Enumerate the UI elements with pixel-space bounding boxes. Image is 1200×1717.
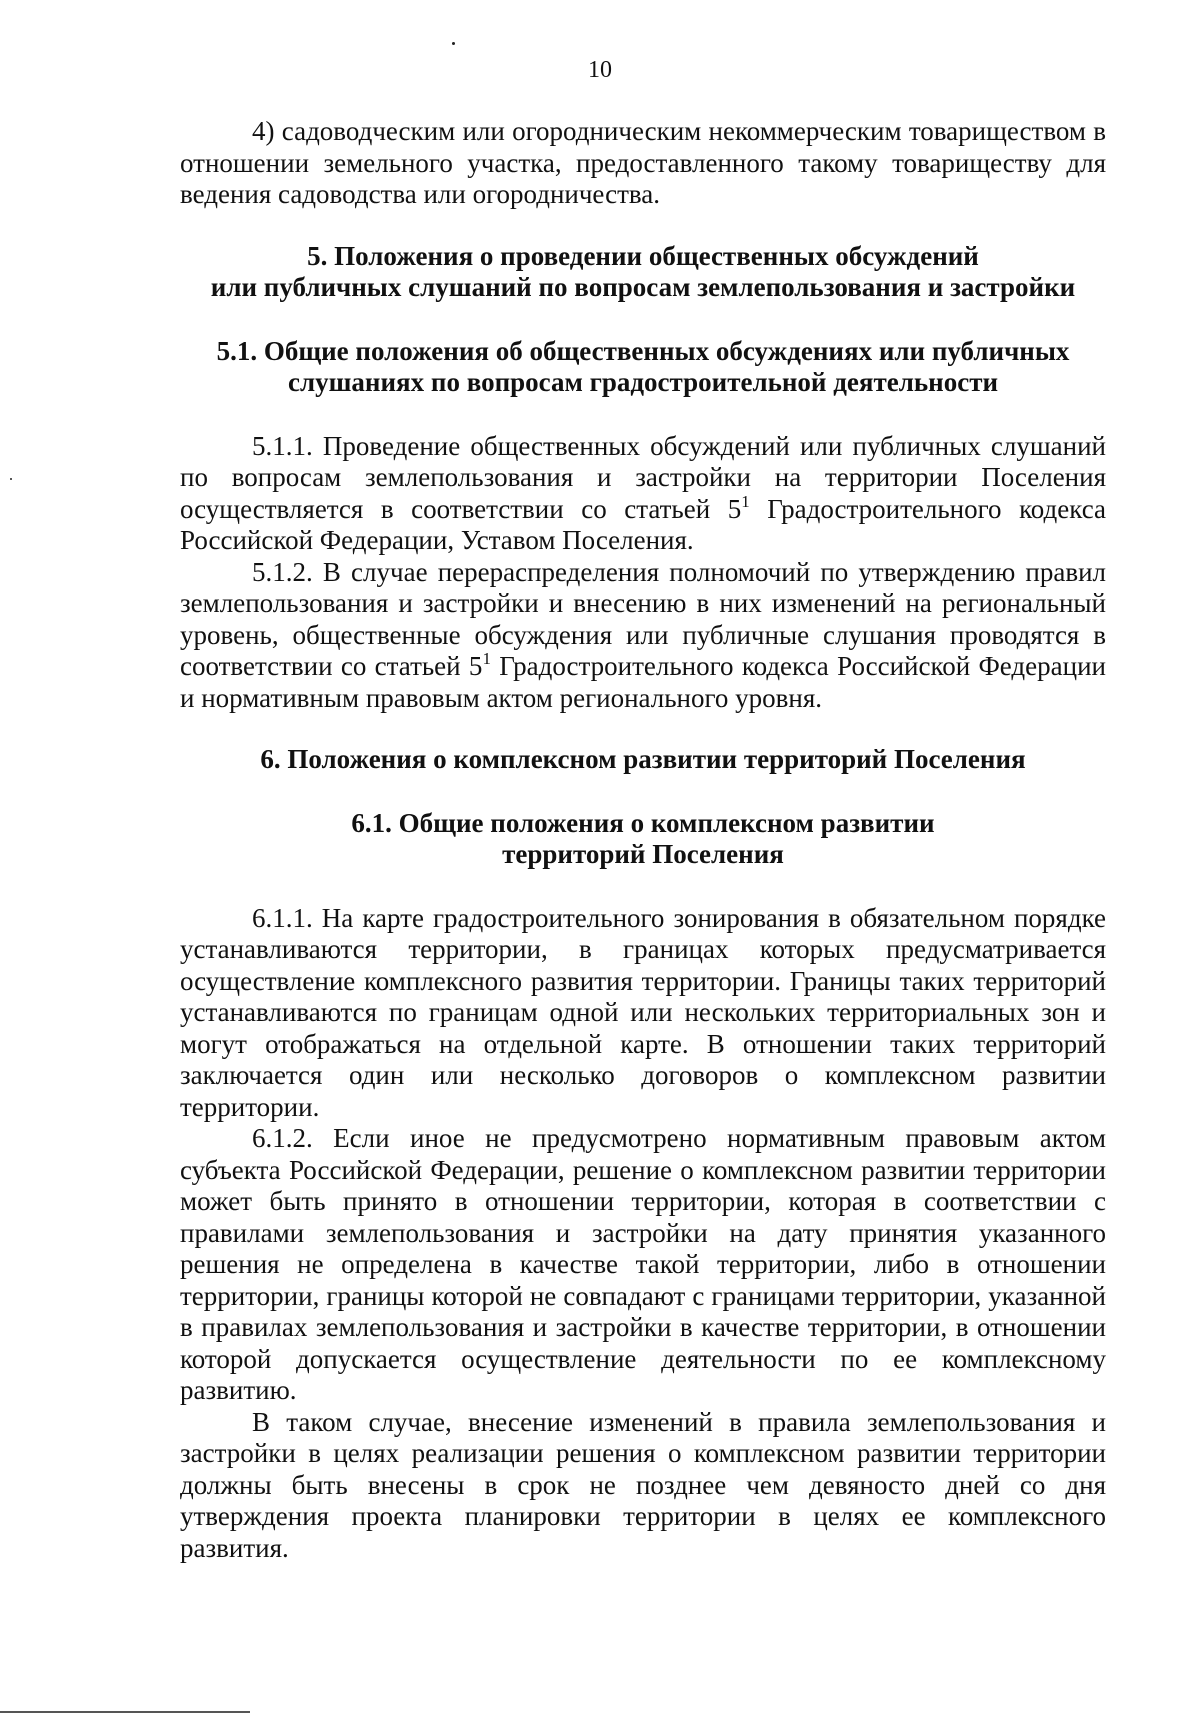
- list-item-4: 4) садоводческим или огородническим некоммерческим товариществом в отношении земельного участка, предоставленного такому товариществу для ведения садоводства или огородничества.: [180, 116, 1106, 209]
- section-5-heading: [180, 241, 1106, 304]
- paragraph-5-1-2-text: 5.1.2. В случае перераспределения полномочий по утверждению правил землепользования и застройки и внесению в них изменений на региональный уровень, общественные обсуждения или публичные слушания проводятся в соответствии со статьей 5: [180, 556, 1106, 681]
- paragraph-6-1-1: 6.1.1. На карте градостроительного зонирования в обязательном порядке устанавливаются территории, в границах которых предусматривается осуществление комплексного развития территории. Границы таких территорий устанавливаются по границам одной или нескольких территориальных зон и могут отображаться на отдельной карте. В отношении таких территорий заключается один или несколько договоров о комплексном развитии территории.: [180, 902, 1106, 1122]
- subsection-5-1-heading: [180, 336, 1106, 399]
- scan-speck: [452, 42, 455, 45]
- subsection-6-1-heading-line2: территорий Поселения: [502, 839, 784, 869]
- subsection-5-1-heading-line2: слушаниях по вопросам градостроительной деятельности: [287, 367, 999, 397]
- paragraph-5-1-1-text-end: Градостроительного кодекса Российской Федерации, Уставом Поселения.: [180, 493, 1106, 555]
- subsection-5-1-heading-line1: 5.1. Общие положения об общественных обсуждениях или публичных: [216, 335, 1070, 366]
- scan-bottom-edge: [0, 1711, 250, 1713]
- paragraph-6-1-2: 6.1.2. Если иное не предусмотрено нормативным правовым актом субъекта Российской Федерации, решение о комплексном развитии территории может быть принято в отношении территории, которая в соответствии с правилами землепользования и застройки на дату принятия указанного решения не определена в качестве такой территории, либо в отношении территории, границы которой не совпадают с границами территории, указанной в правилах землепользования и застройки в качестве территории, в отношении которой допускается осуществление деятельности по ее комплексному развитию.: [180, 1123, 1106, 1405]
- paragraph-5-1-1: [180, 431, 1106, 557]
- paragraph-5-1-2: [180, 557, 1106, 715]
- paragraph-5-1-1-text: 5.1.1. Проведение общественных обсуждений или публичных слушаний по вопросам землепользования и застройки на территории Поселения осуществляется в соответствии со статьей 5: [180, 430, 1106, 524]
- superscript: 1: [482, 649, 491, 668]
- section-6-heading: 6. Положения о комплексном развитии территорий Поселения: [260, 744, 1026, 774]
- paragraph-final: В таком случае, внесение изменений в правила землепользования и застройки в целях реализации решения о комплексном развитии территории должны быть внесены в срок не позднее чем девяносто дней со дня утверждения проекта планировки территории в целях ее комплексного развития.: [180, 1406, 1106, 1563]
- section-5-heading-line2: или публичных слушаний по вопросам землепользования и застройки: [210, 272, 1076, 302]
- section-5-heading-line1: 5. Положения о проведении общественных обсуждений: [307, 240, 979, 271]
- paragraph-5-1-2-text-end: Градостроительного кодекса Российской Федерации и нормативным правовым актом регионального уровня.: [180, 651, 1106, 713]
- superscript: 1: [741, 491, 750, 511]
- subsection-6-1-heading: [180, 808, 1106, 871]
- document-body: [180, 116, 1106, 1564]
- subsection-6-1-heading-line1: 6.1. Общие положения о комплексном развитии: [351, 807, 935, 838]
- scan-speck: [10, 478, 12, 480]
- page-number: 10: [588, 57, 612, 83]
